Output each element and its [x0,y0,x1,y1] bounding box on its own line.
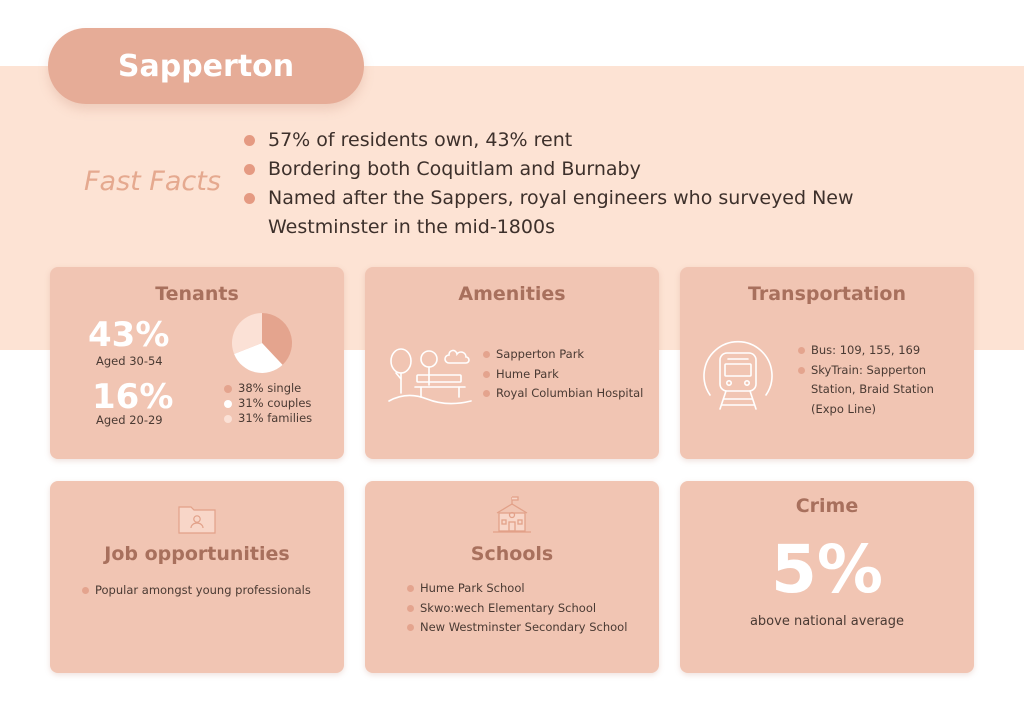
fact-text: Named after the Sappers, royal engineers who surveyed New Westminster in the mid-1800s [268,187,854,238]
legend-swatch [224,415,232,423]
crime-value: 5% [770,531,884,608]
tenants-stat2-value: 16% [92,377,174,417]
list-item-text: Bus: 109, 155, 169 [811,343,921,357]
fact-item [244,155,944,184]
jobs-card [50,481,344,673]
crime-title: Crime [795,495,859,517]
amenities-card [365,267,659,459]
list-item [407,618,627,638]
amenities-list [483,345,643,404]
list-item [407,599,627,619]
fact-text: Bordering both Coquitlam and Burnaby [268,158,641,180]
legend-item [224,381,312,396]
fact-item [244,184,944,242]
fact-text: 57% of residents own, 43% rent [268,129,573,151]
list-item [798,341,948,361]
bullet-dot [407,624,414,631]
crime-label: above national average [749,614,905,629]
fast-facts-label: Fast Facts [84,166,221,197]
legend-label: 31% couples [238,396,312,410]
crime-card [680,481,974,673]
tenants-card [50,267,344,459]
transportation-title: Transportation [747,283,906,305]
bullet-dot [82,587,89,594]
transportation-list [798,341,948,419]
legend-swatch [224,400,232,408]
list-item-text: Hume Park [496,366,559,381]
bullet-dot [483,351,490,358]
legend-label: 38% single [238,381,302,395]
bullet-dot [244,193,255,204]
list-item-text: Hume Park School [420,581,525,595]
bullet-dot [244,164,255,175]
school-building-icon [491,495,533,535]
tenants-legend [224,381,312,426]
bullet-dot [483,390,490,397]
page-title-text: Sapperton [117,48,295,84]
schools-card [365,481,659,673]
schools-list [407,579,627,638]
park-bench-icon [387,345,473,405]
list-item-text: Sapperton Park [496,347,585,361]
list-item-text: New Westminster Secondary School [420,620,628,634]
tenants-pie-chart [230,311,294,375]
list-item [483,345,643,365]
bullet-dot [244,135,255,146]
bullet-dot [407,585,414,592]
train-icon [698,337,778,417]
list-item-text: Popular amongst young professionals [95,583,311,597]
legend-item [224,396,312,411]
legend-item [224,411,312,426]
tenants-stat1-value: 43% [88,315,170,355]
legend-swatch [224,385,232,393]
amenities-title: Amenities [458,283,566,305]
list-item-text: Royal Columbian Hospital [496,386,644,400]
fast-facts-list [244,126,944,242]
list-item [483,384,643,404]
fact-item [244,126,944,155]
bullet-dot [407,605,414,612]
tenants-stat2-label: Aged 20-29 [96,413,163,427]
list-item [407,579,627,599]
list-item-text: Skwo:wech Elementary School [420,600,597,615]
transportation-card [680,267,974,459]
jobs-list [82,581,311,601]
page-title [48,28,364,104]
legend-label: 31% families [238,411,313,425]
tenants-stat1-label: Aged 30-54 [96,354,163,368]
list-item [798,361,948,420]
folder-person-icon [177,501,217,535]
list-item [483,365,643,385]
list-item [82,581,311,601]
schools-title: Schools [470,543,554,565]
bullet-dot [483,371,490,378]
tenants-title: Tenants [155,283,239,305]
bullet-dot [798,367,805,374]
list-item-text: SkyTrain: Sapperton Station, Braid Station (Expo Line) [811,362,934,416]
jobs-title: Job opportunities [104,543,290,565]
bullet-dot [798,347,805,354]
